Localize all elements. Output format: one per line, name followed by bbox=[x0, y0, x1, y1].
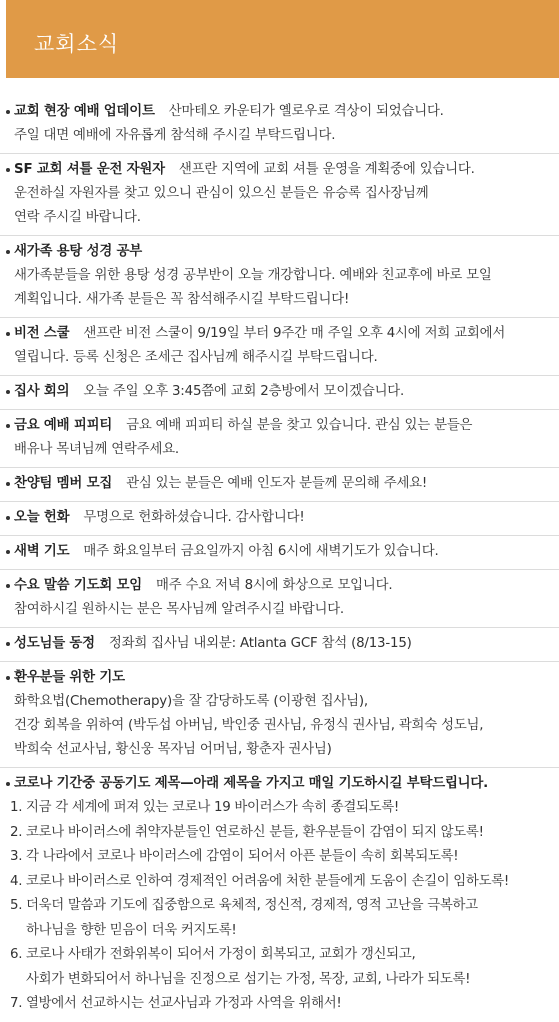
news-item-text: 매주 화요일부터 금요일까지 아침 6시에 새벽기도가 있습니다. bbox=[83, 544, 439, 559]
prayer-number: 7. bbox=[10, 996, 23, 1011]
news-item-header bbox=[0, 506, 559, 530]
prayer-text: 지금 각 세계에 퍼져 있는 코로나 19 바이러스가 속히 종결되도록! bbox=[26, 800, 399, 815]
bullet-icon bbox=[6, 782, 10, 786]
news-item-header bbox=[0, 772, 559, 796]
news-item-text: 샌프란 비전 스쿨이 9/19일 부터 9주간 매 주일 오후 4시에 저희 교회에서 bbox=[83, 326, 506, 341]
news-item bbox=[0, 410, 559, 468]
news-item-text: 정좌희 집사님 내외분: Atlanta GCF 참석 (8/13-15) bbox=[108, 636, 412, 651]
prayer-line bbox=[0, 845, 559, 870]
news-item bbox=[0, 96, 559, 154]
news-item-title: 코로나 기간중 공동기도 제목—아래 제목을 가지고 매일 기도하시길 부탁드립니다. bbox=[14, 776, 489, 791]
prayer-number: 3. bbox=[10, 849, 23, 864]
news-item-header bbox=[0, 158, 559, 182]
news-item-text: 관심 있는 분들은 예배 인도자 분들께 문의해 주세요! bbox=[126, 476, 428, 491]
prayer-number: 1. bbox=[10, 800, 23, 815]
prayer-text: 하나님을 향한 믿음이 더욱 커지도록! bbox=[26, 922, 237, 938]
prayer-number: 6. bbox=[10, 947, 23, 962]
news-item-header bbox=[0, 632, 559, 656]
prayer-line bbox=[0, 870, 559, 895]
prayer-text: 사회가 변화되어서 하나님을 진정으로 섬기는 가정, 목장, 교회, 나라가 되도록! bbox=[26, 971, 471, 987]
bullet-icon bbox=[6, 584, 10, 588]
news-item bbox=[0, 468, 559, 502]
news-item-line: 계획입니다. 새가족 분들은 꼭 참석해주시길 부탁드립니다! bbox=[14, 292, 350, 307]
news-item-corona-prayer bbox=[0, 768, 559, 1022]
news-item bbox=[0, 662, 559, 768]
news-item-text: 무명으로 헌화하셨습니다. 감사합니다! bbox=[83, 510, 305, 525]
news-item-header bbox=[0, 574, 559, 598]
news-item-title: 새가족 용탕 성경 공부 bbox=[14, 244, 143, 259]
bullet-icon bbox=[6, 550, 10, 554]
prayer-line bbox=[0, 894, 559, 919]
news-item-title: 찬양팀 멤버 모집 bbox=[14, 476, 113, 491]
news-item-header bbox=[0, 100, 559, 124]
news-item-text: 오늘 주일 오후 3:45쯤에 교회 2층방에서 모이겠습니다. bbox=[83, 384, 405, 399]
news-item-title: 수요 말씀 기도회 모임 bbox=[14, 578, 143, 593]
prayer-line bbox=[0, 796, 559, 821]
bullet-icon bbox=[6, 676, 10, 680]
news-item-line: 화학요법(Chemotherapy)을 잘 감당하도록 (이광현 집사님), bbox=[14, 694, 368, 709]
news-item-line: 열립니다. 등록 신청은 조세근 집사님께 해주시길 부탁드립니다. bbox=[14, 350, 378, 365]
news-list bbox=[0, 96, 559, 1022]
news-item-header bbox=[0, 240, 559, 264]
bullet-icon bbox=[6, 642, 10, 646]
news-item-text: 금요 예배 피피티 하실 분을 찾고 있습니다. 관심 있는 분들은 bbox=[126, 418, 473, 433]
news-item-line: 연락 주시길 바랍니다. bbox=[14, 210, 141, 225]
prayer-number: 5. bbox=[10, 898, 23, 913]
prayer-text: 더욱더 말씀과 기도에 집중함으로 육체적, 정신적, 경제적, 영적 고난을 극복하고 bbox=[26, 898, 478, 913]
news-item-title: 환우분들 위한 기도 bbox=[14, 670, 125, 685]
bullet-icon bbox=[6, 390, 10, 394]
news-item-header bbox=[0, 666, 559, 690]
news-item-line: 건강 회복을 위하여 (박두섭 아버님, 박인중 권사님, 유정식 권사님, 곽희숙 성도님, bbox=[14, 718, 484, 733]
news-item-text: 샌프란 지역에 교회 셔틀 운영을 계획중에 있습니다. bbox=[178, 162, 475, 177]
news-item-line: 주일 대면 예배에 자유롭게 참석해 주시길 부탁드립니다. bbox=[14, 128, 336, 143]
news-item-title: 오늘 헌화 bbox=[14, 510, 70, 525]
bullet-icon bbox=[6, 250, 10, 254]
prayer-text: 코로나 사태가 전화위복이 되어서 가정이 회복되고, 교회가 갱신되고, bbox=[26, 947, 416, 962]
bullet-icon bbox=[6, 168, 10, 172]
prayer-text: 각 나라에서 코로나 바이러스에 감염이 되어서 아픈 분들이 속히 회복되도록! bbox=[26, 849, 459, 864]
news-item-title: 새벽 기도 bbox=[14, 544, 70, 559]
news-item-title: SF 교회 셔틀 운전 자원자 bbox=[14, 162, 165, 177]
prayer-line bbox=[0, 968, 559, 993]
news-item-title: 교회 현장 예배 업데이트 bbox=[14, 104, 155, 119]
prayer-line bbox=[0, 992, 559, 1017]
header-bar bbox=[6, 0, 559, 78]
news-item-title: 비전 스쿨 bbox=[14, 326, 70, 341]
news-item-line: 새가족분들을 위한 용탕 성경 공부반이 오늘 개강합니다. 예배와 친교후에 바로 모일 bbox=[14, 268, 492, 283]
news-item-text: 산마테오 카운티가 옐로우로 격상이 되었습니다. bbox=[168, 104, 444, 119]
news-item-line: 참여하시길 원하시는 분은 목사님께 알려주시길 바랍니다. bbox=[14, 602, 344, 617]
news-item-line: 운전하실 자원자를 찾고 있으니 관심이 있으신 분들은 유승록 집사장님께 bbox=[14, 186, 429, 201]
news-item bbox=[0, 318, 559, 376]
news-item-title: 집사 회의 bbox=[14, 384, 70, 399]
news-item-line: 배유나 목녀님께 연락주세요. bbox=[14, 442, 179, 457]
page-title: 교회소식 bbox=[34, 32, 120, 56]
news-item-header bbox=[0, 322, 559, 346]
bullet-icon bbox=[6, 424, 10, 428]
news-item bbox=[0, 376, 559, 410]
news-item-title: 금요 예배 피피티 bbox=[14, 418, 113, 433]
news-item bbox=[0, 628, 559, 662]
news-item bbox=[0, 570, 559, 628]
news-item bbox=[0, 154, 559, 236]
news-item bbox=[0, 502, 559, 536]
news-item-header bbox=[0, 414, 559, 438]
prayer-line bbox=[0, 943, 559, 968]
bullet-icon bbox=[6, 516, 10, 520]
news-item bbox=[0, 236, 559, 318]
prayer-text: 코로나 바이러스로 인하여 경제적인 어려움에 처한 분들에게 도움이 손길이 임하도록! bbox=[26, 873, 509, 889]
prayer-number: 2. bbox=[10, 824, 23, 840]
news-item-header bbox=[0, 540, 559, 564]
bullet-icon bbox=[6, 482, 10, 486]
news-item bbox=[0, 536, 559, 570]
bullet-icon bbox=[6, 110, 10, 114]
news-item-text: 매주 수요 저녁 8시에 화상으로 모입니다. bbox=[156, 578, 393, 593]
prayer-text: 코로나 바이러스에 취약자분들인 연로하신 분들, 환우분들이 감염이 되지 않도록! bbox=[26, 824, 484, 840]
prayer-line bbox=[0, 821, 559, 846]
prayer-text: 열방에서 선교하시는 선교사님과 가정과 사역을 위해서! bbox=[26, 996, 342, 1011]
prayer-number: 4. bbox=[10, 873, 23, 889]
news-item-line: 박희숙 선교사님, 황신웅 목자님 어머님, 황춘자 권사님) bbox=[14, 742, 332, 757]
prayer-line bbox=[0, 919, 559, 944]
news-item-header bbox=[0, 472, 559, 496]
news-item-header bbox=[0, 380, 559, 404]
bullet-icon bbox=[6, 332, 10, 336]
news-item-title: 성도님들 동정 bbox=[14, 636, 95, 651]
